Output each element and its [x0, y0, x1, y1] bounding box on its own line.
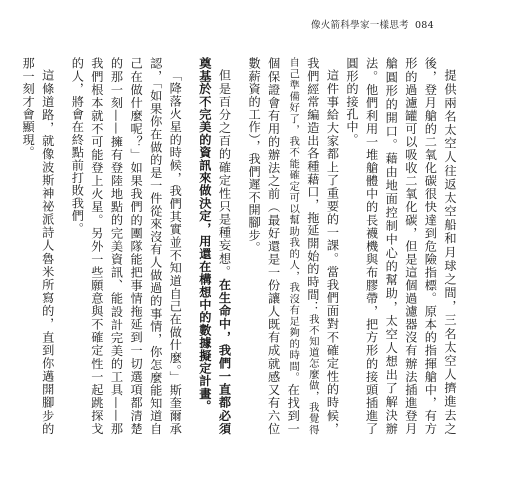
- page-number: 084: [414, 20, 434, 31]
- page-header: [311, 17, 434, 31]
- certainty-emphasis: 在生命中，我們一直都必須奠基於不完美的資訊來做決定，用還在構想中的數據擬定計畫。: [197, 57, 232, 435]
- book-title: 像火箭科學家一樣思考: [310, 20, 409, 31]
- certainty-lead: 但是百分之百的確定性只是種妄想。: [217, 69, 232, 279]
- paragraph-excuses: [243, 57, 341, 435]
- excuses-intro: 這件事給大家都上了重要的一課。當我們面對不確定性的時候，我們經常編造出各種藉口，拖延開始的時間：: [305, 57, 340, 435]
- paragraph-certainty: [194, 57, 233, 435]
- paragraph-rumi: 這條道路，就像波斯神祕派詩人魯米所寫的，直到你邁開腳步的那一刻才會顯現。: [21, 57, 55, 435]
- paragraph-apollo-filter: 提供兩名太空人往返太空船和月球之間，三名太空人擠進去之後，登月艙的二氧化碳很快達到危險指標。原本的指揮艙中，有方形的過濾罐可以吸收二氧化碳，但是這個過濾器沒有辦法插進登月艙圓形的開口。藉由地面控制中心的幫助，太空人想出了解決辦法。他們利用一堆艙體中的長襪機與布膠帶，把方形的接頭插進了圓形的接孔中。: [345, 57, 457, 435]
- excuses-conclusion: 在找到一個保證會有用的辦法之前（最好還是一份讓人既有成就感又有六位數薪資的工作），我們遲不開腳步。: [247, 57, 301, 435]
- excuses-list: 我不知道怎麼做，我覺得自己準備好了，我不能確定可以幫助我的人，我沒有足夠的時間。: [287, 57, 319, 435]
- paragraph-squyres-quote: 「降落火星的時候，我們其實並不知道自己在做什麼。」斯奎爾承認，「如果你在做的是一件從來沒有人做過的事情，你怎麼能知道自己在做什麼呢？」如果我們的團隊能把事情拖延到一切選項都清楚的那一刻——擁有登陸地點的完美資訊、能設計完美的工具——那我們根本就不可能登上火星。另外一些願意與不確定性一起跳探戈的人，將會在終點前打敗我們。: [70, 57, 183, 435]
- body-text: [21, 57, 459, 435]
